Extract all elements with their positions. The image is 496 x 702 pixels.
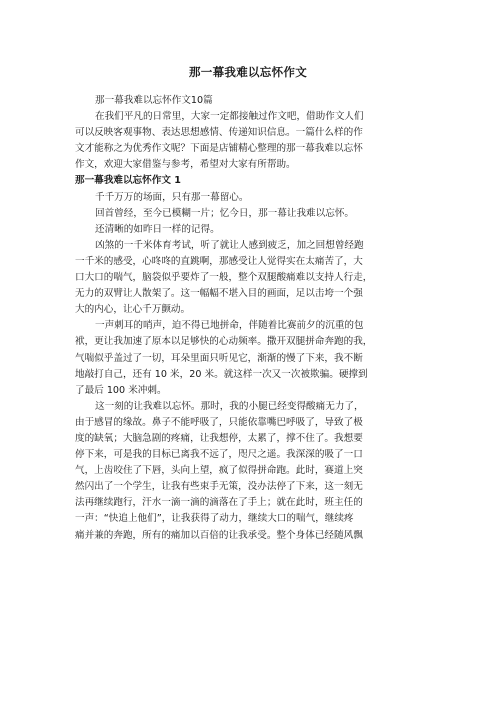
text-line: 作文，欢迎大家借鉴与参考，希望对大家有所帮助。 — [75, 159, 296, 171]
text-line: 由于感冒的缘故。鼻子不能呼吸了，只能依靠嘴巴呼吸了，导致了极 — [75, 416, 363, 428]
text-line: 一声刺耳的哨声，迫不得已地拼命，伴随着比赛前夕的沉重的包 — [95, 320, 364, 332]
text-line: 在我们平凡的日常里，大家一定都接触过作文吧，借助作文人们 — [95, 111, 364, 123]
text-line: 大的内心，让心千万颤动。 — [75, 304, 191, 316]
text-line: 停下来，可是我的目标已离我不远了，咫尺之遥。我深深的吸了一口 — [75, 449, 363, 461]
text-line: 气喘似乎盖过了一切，耳朵里面只听见它，渐渐的慢了下来，我不断 — [75, 352, 363, 364]
text-line: 这一刻的让我难以忘怀。那时，我的小腿已经变得酸痛无力了， — [95, 400, 364, 412]
text-line: 可以反映客观事物、表达思想感情、传递知识信息。一篇什么样的作 — [75, 127, 363, 139]
text-line: 那一幕我难以忘怀作文10篇 — [95, 95, 213, 106]
text-line: 一声：“快追上他们”，让我获得了动力，继续大口的喘气，继续疼 — [75, 513, 354, 525]
text-line: 文才能称之为优秀作文呢？下面是店铺精心整理的那一幕我难以忘怀 — [75, 143, 363, 155]
text-line: 法再继续跑行，汗水一滴一滴的滴落在了手上；就在此时，班主任的 — [75, 497, 363, 509]
text-line: 回首曾经，至今已模糊一片；忆今日，那一幕让我难以忘怀。 — [95, 207, 355, 219]
text-line: 还清晰的如昨日一样的记得。 — [95, 223, 220, 235]
text-line: 然闪出了一个学生，让我有些束手无策，没办法停了下来，这一刻无 — [75, 481, 363, 493]
document-body — [75, 93, 425, 544]
text-line: 痛并兼的奔跑，所有的痛加以百倍的让我承受。整个身体已经随风飘 — [75, 529, 363, 541]
text-line: 了最后 100 米冲刺。 — [75, 384, 167, 396]
document-title: 那一幕我难以忘怀作文 — [189, 65, 307, 79]
text-line: 一千米的感受，心咚咚的直跳啊，那感受让人觉得实在太痛苦了，大 — [75, 255, 363, 267]
text-line: 凶煞的一千米体育考试，听了就让人感到疲乏，加之回想曾经跑 — [95, 239, 364, 251]
text-line: 度的缺氧；大脑急剧的疼痛，让我想停，太累了，撑不住了。我想要 — [75, 432, 363, 444]
text-line: 无力的双臂让人散架了。这一幅幅不堪入目的画面，足以击垮一个强 — [75, 288, 363, 300]
text-line: 千千万万的场面，只有那一幕留心。 — [95, 191, 249, 203]
section-heading: 那一幕我难以忘怀作文 1 — [75, 175, 181, 187]
text-line: 口大口的喘气，脑袋似乎要炸了一般，整个双腿酸痛难以支持人行走， — [75, 272, 373, 284]
text-line: 气，上齿咬住了下唇，头向上望，疯了似得拼命跑。此时，赛道上突 — [75, 465, 363, 477]
text-line: 地敲打自己，还有 10 米，20 米。就这样一次又一次被欺骗。硬撑到 — [75, 368, 368, 380]
text-line: 袱，更让我加速了原本以足够快的心动频率。撒开双腿拼命奔跑的我， — [75, 336, 373, 348]
